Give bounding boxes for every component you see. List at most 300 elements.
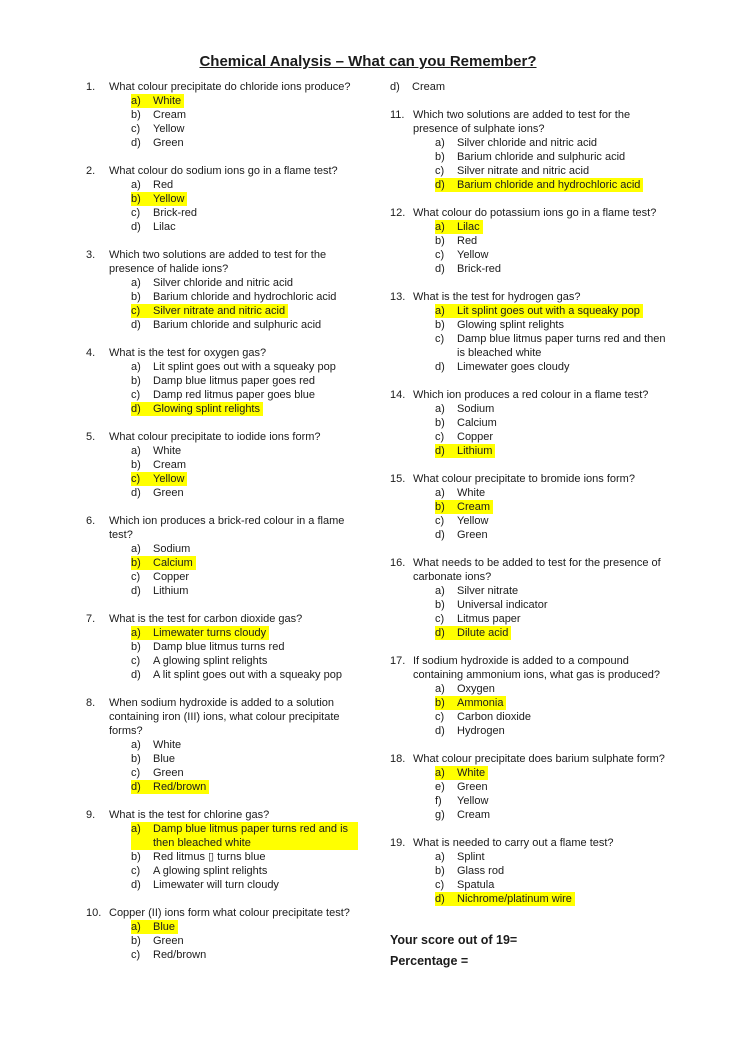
option-letter: c) bbox=[131, 123, 141, 135]
question-block bbox=[86, 514, 358, 598]
options-list bbox=[435, 850, 666, 906]
option-letter: b) bbox=[131, 375, 141, 387]
question-row bbox=[86, 346, 358, 360]
option-row bbox=[131, 388, 358, 402]
option-row-highlighted bbox=[435, 304, 666, 318]
option-text: Cream bbox=[457, 500, 493, 514]
option-letter: c) bbox=[131, 767, 141, 779]
question-number: 7. bbox=[86, 613, 96, 625]
question-row bbox=[86, 808, 358, 822]
question-text: When sodium hydroxide is added to a solution containing iron (III) ions, what colour precipitate forms? bbox=[109, 697, 340, 737]
option-row bbox=[435, 150, 666, 164]
question-number: 1. bbox=[86, 81, 96, 93]
option-letter: a) bbox=[131, 94, 153, 108]
option-letter: d) bbox=[131, 669, 141, 681]
question-number: 9. bbox=[86, 809, 96, 821]
option-text: Damp blue litmus paper turns red and is then bleached white bbox=[153, 822, 358, 850]
option-letter: b) bbox=[131, 935, 141, 947]
option-letter: b) bbox=[435, 865, 445, 877]
option-text: Lithium bbox=[457, 444, 495, 458]
option-letter: b) bbox=[131, 109, 141, 121]
question-block bbox=[390, 654, 666, 738]
option-letter: c) bbox=[435, 879, 445, 891]
question-number: 6. bbox=[86, 515, 96, 527]
option-row bbox=[131, 864, 358, 878]
option-letter: d) bbox=[435, 178, 457, 192]
option-row bbox=[435, 794, 666, 808]
question-block bbox=[390, 290, 666, 374]
options-list bbox=[131, 822, 358, 892]
option-letter: a) bbox=[435, 585, 445, 597]
option-row bbox=[131, 486, 358, 500]
option-row-highlighted bbox=[131, 556, 358, 570]
option-row bbox=[435, 318, 666, 332]
option-letter: a) bbox=[435, 766, 457, 780]
question-block bbox=[390, 472, 666, 542]
option-letter: a) bbox=[435, 683, 445, 695]
question-row bbox=[390, 556, 666, 584]
option-text: Cream bbox=[457, 809, 491, 821]
question-block bbox=[86, 612, 358, 682]
question-number: 10. bbox=[86, 907, 102, 919]
option-text: Barium chloride and sulphuric acid bbox=[457, 151, 626, 163]
option-text: White bbox=[153, 445, 182, 457]
option-letter: e) bbox=[435, 781, 445, 793]
question-block bbox=[86, 696, 358, 794]
question-number: 4. bbox=[86, 347, 96, 359]
option-text: Damp blue litmus paper goes red bbox=[153, 375, 316, 387]
option-text: Silver nitrate and nitric acid bbox=[153, 304, 288, 318]
question-text: What colour do potassium ions go in a flame test? bbox=[413, 207, 657, 219]
option-letter: a) bbox=[131, 626, 153, 640]
option-letter: c) bbox=[435, 165, 445, 177]
question-block bbox=[390, 836, 666, 906]
left-column bbox=[86, 80, 358, 976]
option-text: Barium chloride and sulphuric acid bbox=[153, 319, 322, 331]
question-text: What is the test for carbon dioxide gas? bbox=[109, 613, 303, 625]
option-row bbox=[131, 206, 358, 220]
option-letter: b) bbox=[435, 417, 445, 429]
option-text: Green bbox=[153, 935, 184, 947]
options-list bbox=[435, 682, 666, 738]
option-text: Blue bbox=[153, 920, 178, 934]
option-text: Red litmus ▯ turns blue bbox=[153, 851, 266, 863]
question-number: 11. bbox=[390, 109, 405, 121]
option-row bbox=[131, 878, 358, 892]
question-block bbox=[390, 556, 666, 640]
option-row bbox=[131, 570, 358, 584]
options-list bbox=[435, 220, 666, 276]
option-letter: b) bbox=[435, 235, 445, 247]
option-row-highlighted bbox=[435, 892, 666, 906]
option-text: Silver nitrate bbox=[457, 585, 519, 597]
option-letter: d) bbox=[435, 444, 457, 458]
options-list bbox=[435, 584, 666, 640]
option-letter: d) bbox=[131, 487, 141, 499]
question-number: 17. bbox=[390, 655, 406, 667]
question-number: 3. bbox=[86, 249, 96, 261]
option-letter: a) bbox=[131, 179, 141, 191]
question-text: What colour precipitate to bromide ions form? bbox=[413, 473, 635, 485]
question-text: What colour do sodium ions go in a flame test? bbox=[109, 165, 338, 177]
option-letter: d) bbox=[435, 725, 445, 737]
option-text: Hydrogen bbox=[457, 725, 505, 737]
option-row-highlighted bbox=[131, 192, 358, 206]
option-row-highlighted bbox=[131, 780, 358, 794]
option-text: Lit splint goes out with a squeaky pop bbox=[153, 361, 336, 373]
question-row bbox=[86, 696, 358, 738]
option-letter: d) bbox=[435, 361, 445, 373]
option-text: Carbon dioxide bbox=[457, 711, 531, 723]
question-text: Which two solutions are added to test for the presence of sulphate ions? bbox=[413, 109, 631, 135]
option-letter: a) bbox=[435, 304, 457, 318]
option-text: White bbox=[153, 739, 182, 751]
question-text: Which ion produces a red colour in a flame test? bbox=[413, 389, 649, 401]
option-letter: d) bbox=[131, 137, 141, 149]
option-row-highlighted bbox=[435, 766, 666, 780]
option-letter: d) bbox=[390, 81, 400, 93]
option-text: Oxygen bbox=[457, 683, 495, 695]
option-text: Lilac bbox=[153, 221, 176, 233]
question-row bbox=[86, 248, 358, 276]
option-row bbox=[131, 220, 358, 234]
option-row bbox=[131, 752, 358, 766]
option-letter: c) bbox=[131, 207, 141, 219]
option-letter: d) bbox=[131, 585, 141, 597]
option-text: Cream bbox=[412, 81, 446, 93]
question-text: Which two solutions are added to test for the presence of halide ions? bbox=[109, 249, 327, 275]
option-letter: a) bbox=[131, 543, 141, 555]
option-row bbox=[131, 136, 358, 150]
right-questions bbox=[390, 108, 666, 906]
option-text: Sodium bbox=[457, 403, 495, 415]
option-letter: d) bbox=[131, 221, 141, 233]
question-row bbox=[390, 206, 666, 220]
option-row bbox=[131, 360, 358, 374]
option-text: Green bbox=[153, 487, 184, 499]
option-letter: f) bbox=[435, 795, 442, 807]
option-row bbox=[435, 402, 666, 416]
question-row bbox=[390, 290, 666, 304]
option-text: Silver chloride and nitric acid bbox=[457, 137, 598, 149]
option-row bbox=[131, 276, 358, 290]
question-block bbox=[390, 108, 666, 192]
option-row bbox=[435, 332, 666, 360]
option-row-highlighted bbox=[131, 304, 358, 318]
option-letter: b) bbox=[435, 599, 445, 611]
option-letter: a) bbox=[131, 277, 141, 289]
option-row bbox=[131, 948, 358, 962]
option-row-highlighted bbox=[131, 472, 358, 486]
options-list bbox=[131, 542, 358, 598]
option-text: Red/brown bbox=[153, 780, 209, 794]
option-text: Calcium bbox=[153, 556, 196, 570]
option-row-highlighted bbox=[435, 626, 666, 640]
options-list bbox=[435, 766, 666, 822]
option-letter: c) bbox=[435, 515, 445, 527]
option-text: Yellow bbox=[457, 515, 489, 527]
question-number: 18. bbox=[390, 753, 406, 765]
options-list bbox=[435, 486, 666, 542]
option-text: Yellow bbox=[457, 249, 489, 261]
option-row bbox=[435, 164, 666, 178]
option-row bbox=[131, 374, 358, 388]
percentage-label: Percentage = bbox=[390, 954, 469, 968]
option-text: A lit splint goes out with a squeaky pop bbox=[153, 669, 342, 681]
option-row bbox=[435, 262, 666, 276]
option-row-highlighted bbox=[131, 402, 358, 416]
option-text: White bbox=[457, 766, 488, 780]
option-text: Nichrome/platinum wire bbox=[457, 892, 575, 906]
option-letter: d) bbox=[435, 263, 445, 275]
question-text: What colour precipitate does barium sulphate form? bbox=[413, 753, 665, 765]
option-letter: c) bbox=[131, 949, 141, 961]
option-letter: b) bbox=[435, 151, 445, 163]
question-block bbox=[86, 808, 358, 892]
option-text: White bbox=[457, 487, 486, 499]
question-row bbox=[390, 388, 666, 402]
option-text: Yellow bbox=[457, 795, 489, 807]
option-letter: c) bbox=[131, 865, 141, 877]
option-letter: a) bbox=[435, 220, 457, 234]
option-row bbox=[435, 612, 666, 626]
option-row bbox=[131, 318, 358, 332]
option-text: Spatula bbox=[457, 879, 495, 891]
option-row bbox=[435, 360, 666, 374]
option-letter: c) bbox=[435, 333, 445, 345]
option-text: Dilute acid bbox=[457, 626, 511, 640]
option-letter: b) bbox=[131, 851, 141, 863]
question-row bbox=[390, 108, 666, 136]
question-block bbox=[86, 248, 358, 332]
question-number: 5. bbox=[86, 431, 96, 443]
option-text: A glowing splint relights bbox=[153, 865, 268, 877]
content-columns bbox=[86, 80, 716, 976]
option-letter: c) bbox=[131, 571, 141, 583]
question-row bbox=[86, 906, 358, 920]
option-letter: g) bbox=[435, 809, 445, 821]
question-row bbox=[86, 164, 358, 178]
option-row-highlighted bbox=[131, 920, 358, 934]
option-text: Sodium bbox=[153, 543, 191, 555]
option-text: Green bbox=[457, 529, 488, 541]
question-row bbox=[390, 752, 666, 766]
option-text: Copper bbox=[457, 431, 494, 443]
option-letter: a) bbox=[131, 445, 141, 457]
option-text: Limewater will turn cloudy bbox=[153, 879, 279, 891]
question-text: What colour precipitate to iodide ions form? bbox=[109, 431, 321, 443]
option-text: Lit splint goes out with a squeaky pop bbox=[457, 304, 643, 318]
option-letter: d) bbox=[131, 319, 141, 331]
option-row bbox=[435, 710, 666, 724]
options-list bbox=[435, 304, 666, 374]
option-row bbox=[131, 290, 358, 304]
option-row bbox=[435, 248, 666, 262]
options-list bbox=[435, 136, 666, 192]
option-text: Yellow bbox=[153, 123, 185, 135]
option-text: Lilac bbox=[457, 220, 483, 234]
option-row bbox=[131, 122, 358, 136]
option-row bbox=[435, 486, 666, 500]
option-text: Cream bbox=[153, 109, 187, 121]
score-section bbox=[390, 930, 666, 972]
option-letter: b) bbox=[131, 291, 141, 303]
question-block bbox=[86, 346, 358, 416]
option-text: Red/brown bbox=[153, 949, 207, 961]
option-text: Splint bbox=[457, 851, 485, 863]
question-row bbox=[390, 654, 666, 682]
question-text: What needs to be added to test for the presence of carbonate ions? bbox=[413, 557, 661, 583]
option-row bbox=[435, 416, 666, 430]
option-letter: b) bbox=[435, 500, 457, 514]
option-text: Brick-red bbox=[153, 207, 198, 219]
question-row bbox=[86, 430, 358, 444]
option-row bbox=[131, 108, 358, 122]
option-text: Damp red litmus paper goes blue bbox=[153, 389, 316, 401]
option-row bbox=[435, 514, 666, 528]
option-row bbox=[131, 542, 358, 556]
option-letter: d) bbox=[131, 879, 141, 891]
options-list bbox=[131, 178, 358, 234]
option-row bbox=[131, 850, 358, 864]
options-list bbox=[435, 402, 666, 458]
option-row bbox=[131, 640, 358, 654]
option-text: Damp blue litmus paper turns red and then is bleached white bbox=[457, 333, 666, 359]
question-row bbox=[86, 612, 358, 626]
question-number: 16. bbox=[390, 557, 406, 569]
option-text: Green bbox=[457, 781, 488, 793]
options-list bbox=[131, 738, 358, 794]
question-text: Copper (II) ions form what colour precipitate test? bbox=[109, 907, 350, 919]
question-text: What is the test for oxygen gas? bbox=[109, 347, 267, 359]
option-text: Calcium bbox=[457, 417, 497, 429]
option-letter: b) bbox=[131, 192, 153, 206]
options-list bbox=[131, 626, 358, 682]
option-row-highlighted bbox=[131, 626, 358, 640]
option-letter: a) bbox=[435, 851, 445, 863]
option-row bbox=[131, 766, 358, 780]
option-text: Lithium bbox=[153, 585, 189, 597]
option-text: Silver nitrate and nitric acid bbox=[457, 165, 590, 177]
option-text: Brick-red bbox=[457, 263, 502, 275]
option-text: A glowing splint relights bbox=[153, 655, 268, 667]
question-number: 2. bbox=[86, 165, 96, 177]
option-text: Yellow bbox=[153, 192, 187, 206]
option-letter: a) bbox=[131, 361, 141, 373]
option-letter: a) bbox=[131, 822, 153, 850]
option-text: Glass rod bbox=[457, 865, 505, 877]
option-text: Green bbox=[153, 767, 184, 779]
option-row bbox=[131, 444, 358, 458]
question-number: 15. bbox=[390, 473, 406, 485]
option-text: Barium chloride and hydrochloric acid bbox=[153, 291, 337, 303]
option-row bbox=[131, 668, 358, 682]
option-letter: a) bbox=[131, 920, 153, 934]
option-letter: d) bbox=[131, 780, 153, 794]
option-text: Glowing splint relights bbox=[153, 402, 263, 416]
option-letter: b) bbox=[435, 696, 457, 710]
question-block bbox=[86, 430, 358, 500]
option-letter: b) bbox=[131, 753, 141, 765]
options-list bbox=[131, 94, 358, 150]
option-text: White bbox=[153, 94, 184, 108]
option-letter: d) bbox=[435, 626, 457, 640]
option-text: Blue bbox=[153, 753, 176, 765]
option-letter: b) bbox=[131, 556, 153, 570]
option-row bbox=[435, 136, 666, 150]
option-text: Litmus paper bbox=[457, 613, 521, 625]
option-row bbox=[131, 738, 358, 752]
option-text: Ammonia bbox=[457, 696, 506, 710]
option-row-highlighted bbox=[435, 178, 666, 192]
option-text: Limewater turns cloudy bbox=[153, 626, 269, 640]
option-text: Cream bbox=[153, 459, 187, 471]
option-text: Barium chloride and hydrochloric acid bbox=[457, 178, 643, 192]
question-text: Which ion produces a brick-red colour in a flame test? bbox=[109, 515, 345, 541]
option-text: Limewater goes cloudy bbox=[457, 361, 570, 373]
score-label: Your score out of 19= bbox=[390, 933, 518, 947]
option-text: Yellow bbox=[153, 472, 187, 486]
option-letter: b) bbox=[131, 459, 141, 471]
question-row bbox=[390, 836, 666, 850]
option-row-highlighted bbox=[435, 696, 666, 710]
question-block bbox=[390, 388, 666, 458]
option-letter: d) bbox=[131, 402, 153, 416]
option-letter: d) bbox=[435, 892, 457, 906]
option-row bbox=[435, 724, 666, 738]
option-letter: d) bbox=[435, 529, 445, 541]
option-letter: b) bbox=[131, 641, 141, 653]
page-title: Chemical Analysis – What can you Remember? bbox=[199, 53, 537, 70]
option-row bbox=[435, 808, 666, 822]
option-row bbox=[131, 584, 358, 598]
option-letter: a) bbox=[435, 137, 445, 149]
option-letter: a) bbox=[435, 403, 445, 415]
question-text: What is needed to carry out a flame test? bbox=[413, 837, 614, 849]
option-row bbox=[435, 584, 666, 598]
option-row bbox=[435, 850, 666, 864]
option-text: Green bbox=[153, 137, 184, 149]
question-row bbox=[86, 514, 358, 542]
option-row bbox=[131, 654, 358, 668]
option-letter: a) bbox=[435, 487, 445, 499]
options-list bbox=[131, 444, 358, 500]
option-row bbox=[435, 598, 666, 612]
question-text: What colour precipitate do chloride ions produce? bbox=[109, 81, 351, 93]
option-text: Damp blue litmus turns red bbox=[153, 641, 285, 653]
question-number: 8. bbox=[86, 697, 96, 709]
question-number: 14. bbox=[390, 389, 406, 401]
option-row-highlighted bbox=[435, 500, 666, 514]
option-row-highlighted bbox=[131, 822, 358, 850]
option-row bbox=[131, 178, 358, 192]
option-row bbox=[131, 458, 358, 472]
options-list bbox=[131, 920, 358, 962]
option-text: Universal indicator bbox=[457, 599, 548, 611]
option-letter: b) bbox=[435, 319, 445, 331]
right-column bbox=[390, 80, 666, 972]
option-row bbox=[435, 528, 666, 542]
option-row bbox=[435, 682, 666, 696]
option-letter: c) bbox=[435, 431, 445, 443]
option-text: Red bbox=[457, 235, 478, 247]
question-text: If sodium hydroxide is added to a compound containing ammonium ions, what gas is produced? bbox=[413, 655, 661, 681]
question-number: 13. bbox=[390, 291, 406, 303]
question-row bbox=[86, 80, 358, 94]
option-row bbox=[435, 780, 666, 794]
question-block bbox=[86, 164, 358, 234]
option-letter: c) bbox=[131, 472, 153, 486]
